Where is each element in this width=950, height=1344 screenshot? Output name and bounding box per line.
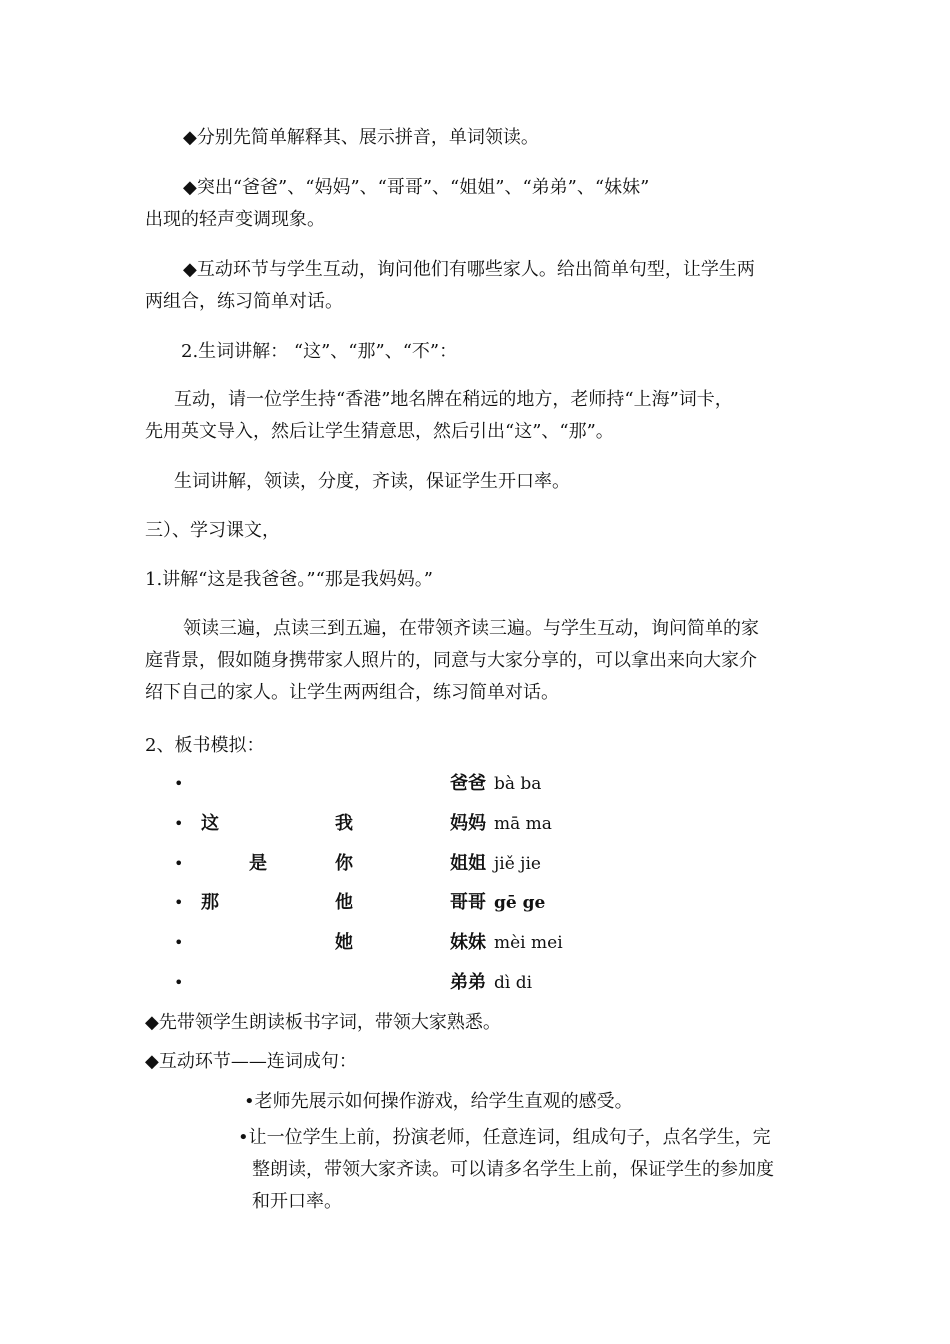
board-hanzi: 妹妹 [450,932,486,953]
board-pinyin: dì di [494,973,533,993]
board-col2-word: 是 [249,853,267,874]
heading-new-words: 2.生词讲解： “这”、“那”、“不”： [181,341,458,362]
board-word-row [450,891,545,915]
board-col1-word: 这 [201,813,219,834]
board-bullet: • [174,854,184,873]
list-item-student-line2: 整朗读，带领大家齐读。可以请多名学生上前，保证学生的参加度 [252,1159,774,1180]
paragraph-hongkong-line2: 先用英文导入，然后让学生猜意思，然后引出“这”、“那”。 [145,421,614,442]
heading-section-three: 三）、学习课文， [145,520,280,541]
board-hanzi: 哥哥 [450,892,486,913]
paragraph-practice-line3: 绍下自己的家人。让学生两两组合，练习简单对话。 [145,682,559,703]
board-word-row [450,772,541,796]
paragraph-practice-line2: 庭背景，假如随身携带家人照片的，同意与大家分享的，可以拿出来向大家介 [145,650,757,671]
board-pinyin: jiě jie [494,854,541,874]
board-bullet: • [174,933,184,952]
paragraph-explain: ◆分别先简单解释其、展示拼音，单词领读。 [183,127,539,148]
paragraph-tone-line2: 出现的轻声变调现象。 [145,209,325,230]
board-hanzi: 姐姐 [450,853,486,874]
list-item-demo: •老师先展示如何操作游戏，给学生直观的感受。 [244,1091,633,1112]
board-word-row [450,931,563,955]
board-col3-word: 她 [335,932,353,953]
paragraph-practice-line1: 领读三遍，点读三到五遍，在带领齐读三遍。与学生互动，询问简单的家 [183,618,759,639]
board-hanzi: 爸爸 [450,773,486,794]
paragraph-game-heading: ◆互动环节——连词成句： [145,1051,357,1072]
paragraph-tone-line1: ◆突出“爸爸”、“妈妈”、“哥哥”、“姐姐”、“弟弟”、“妹妹” [183,177,650,198]
board-pinyin: mèi mei [494,933,563,953]
paragraph-reading: 生词讲解，领读，分度，齐读，保证学生开口率。 [174,471,570,492]
board-bullet: • [174,973,184,992]
board-col3-word: 他 [335,892,353,913]
board-hanzi: 妈妈 [450,813,486,834]
board-bullet: • [174,814,184,833]
paragraph-interact-line2: 两组合，练习简单对话。 [145,291,343,312]
board-word-row [450,852,541,876]
board-pinyin: mā ma [494,814,552,834]
heading-explain-sentences: 1.讲解“这是我爸爸。”“那是我妈妈。” [145,569,433,590]
board-word-row [450,812,552,836]
list-item-student-line3: 和开口率。 [252,1191,342,1212]
board-word-row [450,971,532,995]
board-col3-word: 我 [335,813,353,834]
board-pinyin: gē ge [494,893,546,913]
board-bullet: • [174,774,184,793]
board-pinyin: bà ba [494,774,542,794]
list-item-student-line1: •让一位学生上前，扮演老师，任意连词，组成句子，点名学生，完 [238,1127,771,1148]
paragraph-interact-line1: ◆互动环节与学生互动，询问他们有哪些家人。给出简单句型，让学生两 [183,259,755,280]
paragraph-lead-reading: ◆先带领学生朗读板书字词，带领大家熟悉。 [145,1012,501,1033]
board-hanzi: 弟弟 [450,972,486,993]
paragraph-hongkong-line1: 互动，请一位学生持“香港”地名牌在稍远的地方，老师持“上海”词卡， [174,389,733,410]
board-col3-word: 你 [335,853,353,874]
board-bullet: • [174,893,184,912]
board-col1-word: 那 [201,892,219,913]
heading-board-simulation: 2、板书模拟： [145,735,265,756]
